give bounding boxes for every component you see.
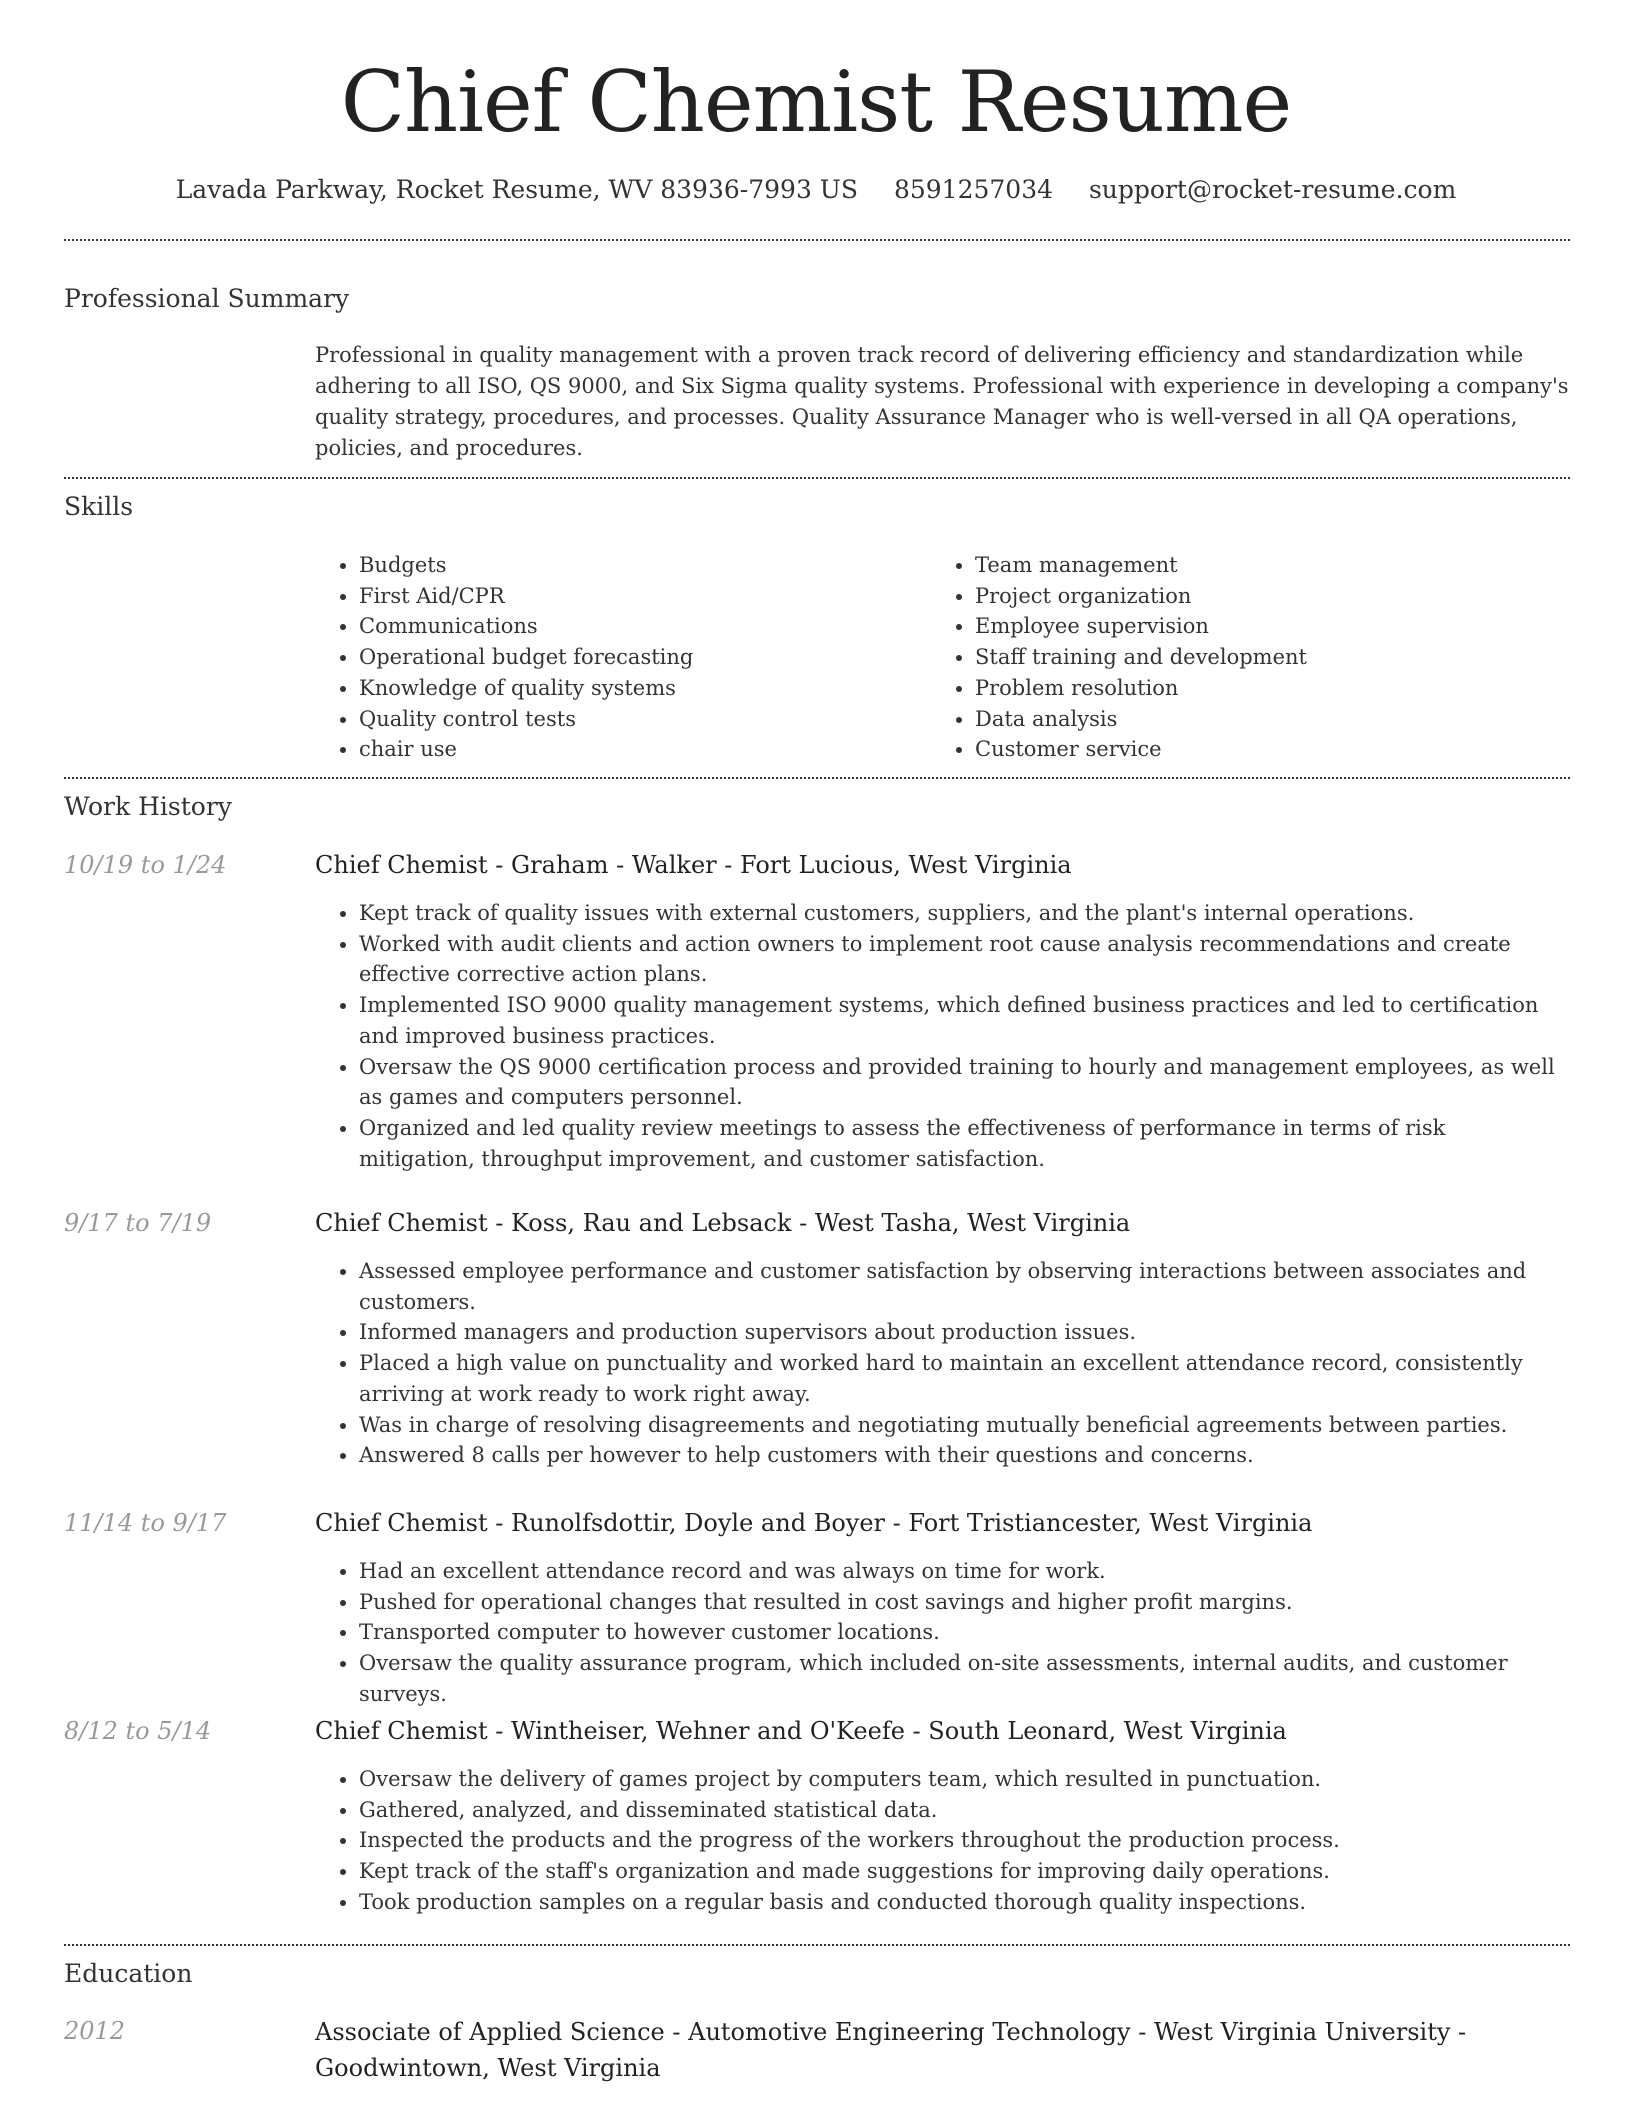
skill-item: • Team management [975,550,1547,581]
job-bullet: • Assessed employee performance and customer satisfaction by observing interactions between associates and customers. [359,1256,1565,1317]
job-date: 10/19 to 1/24 [64,851,227,879]
skill-item: • Communications [359,611,931,642]
divider [64,477,1570,479]
contact-phone: 8591257034 [893,175,1054,204]
contact-email: support@rocket-resume.com [1088,175,1457,204]
skills-column-left [315,550,931,765]
skill-item: • Budgets [359,550,931,581]
education-title: Associate of Applied Science - Automotive Engineering Technology - West Virginia University - Goodwintown, West Virginia [315,2018,1467,2082]
skill-item: • First Aid/CPR [359,581,931,612]
job-title: Chief Chemist - Runolfsdottir, Doyle and Boyer - Fort Tristiancester, West Virginia [315,1509,1313,1537]
job-bullet: • Organized and led quality review meetings to assess the effectiveness of performance in terms of risk mitigation, throughput improvement, and customer satisfaction. [359,1113,1565,1174]
job-bullet: • Transported computer to however customer locations. [359,1617,1565,1648]
job-bullet: • Was in charge of resolving disagreements and negotiating mutually beneficial agreements between parties. [359,1410,1565,1441]
job-bullets [315,898,1565,1174]
job-title: Chief Chemist - Graham - Walker - Fort Lucious, West Virginia [315,851,1072,879]
work-heading: Work History [64,792,232,821]
skill-item: • Staff training and development [975,642,1547,673]
job-bullet: • Oversaw the delivery of games project by computers team, which resulted in punctuation. [359,1764,1565,1795]
skill-item: • Data analysis [975,704,1547,735]
job-bullet: • Pushed for operational changes that resulted in cost savings and higher profit margins. [359,1587,1565,1618]
skill-item: • chair use [359,734,931,765]
skill-item: • Quality control tests [359,704,931,735]
education-heading: Education [64,1959,193,1988]
job-bullet: • Implemented ISO 9000 quality management systems, which defined business practices and led to certification and improved business practices. [359,990,1565,1051]
job-bullet: • Gathered, analyzed, and disseminated statistical data. [359,1795,1565,1826]
job-title: Chief Chemist - Koss, Rau and Lebsack - West Tasha, West Virginia [315,1209,1131,1237]
job-bullet: • Kept track of quality issues with external customers, suppliers, and the plant's internal operations. [359,898,1565,929]
job-date: 8/12 to 5/14 [64,1717,212,1745]
job-date: 9/17 to 7/19 [64,1209,212,1237]
skill-item: • Employee supervision [975,611,1547,642]
skill-item: • Knowledge of quality systems [359,673,931,704]
job-bullet: • Oversaw the QS 9000 certification process and provided training to hourly and management employees, as well as games and computers personnel. [359,1052,1565,1113]
job-bullet: • Inspected the products and the progress of the workers throughout the production process. [359,1825,1565,1856]
divider [64,1944,1570,1946]
skill-item: • Operational budget forecasting [359,642,931,673]
job-bullet: • Took production samples on a regular basis and conducted thorough quality inspections. [359,1887,1565,1918]
skill-item: • Problem resolution [975,673,1547,704]
skill-item: • Project organization [975,581,1547,612]
job-bullet: • Answered 8 calls per however to help customers with their questions and concerns. [359,1440,1565,1471]
education-date: 2012 [64,2017,126,2045]
summary-heading: Professional Summary [64,284,350,313]
job-bullet: • Oversaw the quality assurance program, which included on-site assessments, internal audits, and customer surveys. [359,1648,1565,1709]
job-bullet: • Worked with audit clients and action owners to implement root cause analysis recommendations and create effective corrective action plans. [359,929,1565,990]
job-bullet: • Placed a high value on punctuality and worked hard to maintain an excellent attendance record, consistently arriving at work ready to work right away. [359,1348,1565,1409]
divider [64,239,1570,241]
skills-list [315,550,1565,765]
summary-text: Professional in quality management with a proven track record of delivering efficiency and standardization while adhering to all ISO, QS 9000, and Six Sigma quality systems. Professional with experience in developing a company's quality strategy, procedures, and processes. Quality Assurance Manager who is well-versed in all QA operations, policies, and procedures. [315,343,1569,460]
skills-heading: Skills [64,492,134,521]
job-date: 11/14 to 9/17 [64,1509,227,1537]
job-bullets [315,1556,1565,1710]
contact-line [0,170,1632,210]
contact-address: Lavada Parkway, Rocket Resume, WV 83936-7993 US [175,175,858,204]
skills-column-right [931,550,1547,765]
skill-item: • Customer service [975,734,1547,765]
job-title: Chief Chemist - Wintheiser, Wehner and O'Keefe - South Leonard, West Virginia [315,1717,1287,1745]
job-bullet: • Kept track of the staff's organization and made suggestions for improving daily operations. [359,1856,1565,1887]
page-title: Chief Chemist Resume [340,53,1292,151]
divider [64,777,1570,779]
job-bullets [315,1764,1565,1918]
job-bullet: • Informed managers and production supervisors about production issues. [359,1317,1565,1348]
job-bullets [315,1256,1565,1471]
job-bullet: • Had an excellent attendance record and was always on time for work. [359,1556,1565,1587]
